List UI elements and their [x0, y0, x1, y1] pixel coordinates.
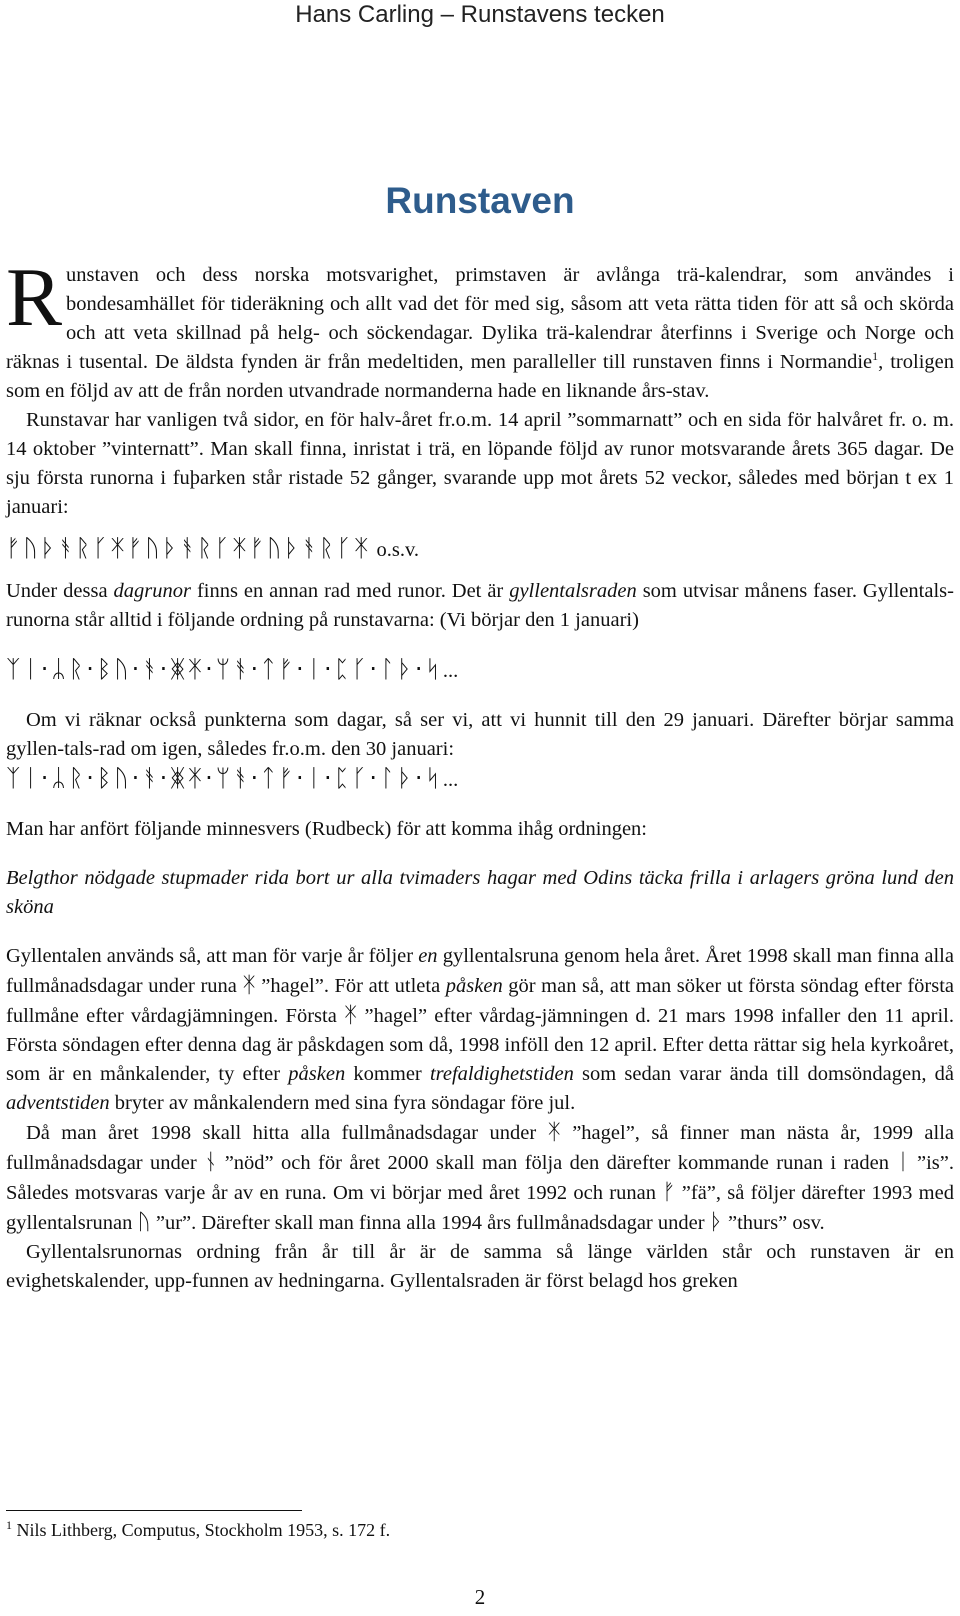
document-page	[6, 0, 954, 1616]
text-segment: ”thurs” osv.	[722, 1212, 825, 1234]
rune-fa-icon: ᚠ	[662, 1180, 676, 1205]
emphasis: påsken	[288, 1063, 346, 1085]
rune-row-suffix: o.s.v.	[371, 539, 420, 561]
paragraph-runstavar: Runstavar har vanligen två sidor, en för halv-året fr.o.m. 14 april ”sommarnatt” och en sida för halvåret fr. o. m. 14 oktober ”vinternatt”. Man skall finna, inristat i trä, en löpande följd av runor motsvarande årets 365 dagar. De sju första runorna i fuþarken står ristade 52 gånger, svarande upp mot årets 52 veckor, således med början t ex 1 januari:	[6, 409, 954, 518]
paragraph-punkterna: Om vi räknar också punkterna som dagar, så ser vi, att vi hunnit till den 29 januari. Därefter börjar samma gyllen-tals-rad om igen, således fr.o.m. den 30 januari:	[6, 709, 954, 760]
emphasis: gyllentalsraden	[509, 580, 637, 602]
footnote-text: Nils Lithberg, Computus, Stockholm 1953, s. 172 f.	[12, 1520, 391, 1540]
footnote-number: 1	[6, 1518, 12, 1532]
rune-ur-icon: ᚢ	[137, 1210, 151, 1235]
emphasis: adventstiden	[6, 1092, 110, 1114]
rune-sequence: ᛉᛁ·ᛦᚱ·ᛒᚢ·ᚬ·ᛤᛡ·ᛘᚬ·ᛏᚠ·ᛁ·ᛈᚴ·ᛚᚦ·ᛋ	[6, 764, 443, 792]
paragraph-minnesvers-intro: Man har anfört följande minnesvers (Rudbeck) för att komma ihåg ordningen:	[6, 818, 648, 840]
paragraph-gyllentalen	[6, 942, 954, 1118]
text-segment: Under dessa	[6, 580, 114, 602]
paragraph-minnesvers	[6, 864, 954, 922]
text-segment: ”ur”. Därefter skall man finna alla 1994 års fullmånadsdagar under	[150, 1212, 710, 1234]
body-text	[6, 251, 955, 1296]
emphasis: dagrunor	[113, 580, 191, 602]
rune-thurs-icon: ᚦ	[709, 1210, 723, 1235]
page-number: 2	[474, 1585, 486, 1609]
running-header: Hans Carling – Runstavens tecken	[295, 1, 665, 28]
text-segment: ”hagel”, så finner man nästa år, 1999 alla fullmånadsdagar under	[6, 1122, 954, 1174]
text-segment: gyllentalsruna genom hela året. Året 1998 skall man finna alla fullmånadsdagar under runa	[6, 945, 954, 997]
rune-row-golden-2	[6, 764, 954, 795]
rune-hagel-icon: ᛡ	[344, 1003, 358, 1028]
text-segment: gör man så, att man söker ut första söndag efter första fullmåne efter vårdagjämningen. Första	[6, 975, 954, 1027]
rune-hagel-icon: ᛡ	[242, 973, 256, 998]
intro-text-b: , troligen som en följd av att de från norden utvandrade normanderna hade en liknande års-stav.	[6, 351, 954, 402]
rune-hagel-icon: ᛡ	[547, 1120, 561, 1145]
emphasis: trefaldighetstiden	[429, 1063, 574, 1085]
text-segment: finns en annan rad med runor. Det är	[191, 580, 510, 602]
footnote-ref[interactable]: 1	[872, 349, 879, 364]
verse-text: Belgthor nödgade stupmader rida bort ur alla tvimaders hagar med Odins täcka frilla i arlagers gröna lund den sköna	[6, 867, 954, 918]
text-segment: Gyllentalen används så, att man för varje år följer	[6, 945, 419, 967]
paragraph-dagrunor	[6, 577, 954, 635]
paragraph-intro	[6, 251, 954, 406]
footnote-divider	[6, 1510, 302, 1511]
rune-sequence: ᛉᛁ·ᛦᚱ·ᛒᚢ·ᚬ·ᛤᛡ·ᛘᚬ·ᛏᚠ·ᛁ·ᛈᚴ·ᛚᚦ·ᛋ	[6, 655, 443, 683]
emphasis: en	[418, 945, 438, 967]
text-segment: bryter av månkalendern med sina fyra söndagar före jul.	[109, 1092, 576, 1114]
text-segment: ”hagel” efter vårdag-jämningen d. 21 mars 1998 infaller den 11 april. Första söndagen efter denna dag är påskdagen som då, 1998 inföll den 12 april. Efter detta rättar sig hela kyrkoåret, som är en månkalender, ty efter	[6, 1005, 955, 1085]
text-segment: som sedan varar ända till domsöndagen, då	[573, 1063, 954, 1085]
rune-nod-icon: ᚾ	[204, 1150, 218, 1175]
text-segment: ”hagel”. För att utleta	[255, 975, 446, 997]
text-segment: ”nöd” och för året 2000 skall man följa den därefter kommande runan i raden	[217, 1152, 897, 1174]
paragraph-fullmanadsdagar	[6, 1118, 954, 1238]
intro-text-a: unstaven och dess norska motsvarighet, primstaven är avlånga trä-kalendrar, som användes i bondesamhället för tideräkning och allt vad det för med sig, såsom att veta rätta tiden för att så och skörda och att veta skillnad på helg- och söckendagar. Dylika trä-kalendrar återfinns i Sverige och Norge och räknas i tusental. De äldsta fynden är från medeltiden, men paralleller till runstaven finns i Normandie	[6, 264, 954, 373]
page-title: Runstaven	[385, 180, 575, 221]
rune-row-golden-1	[6, 655, 954, 686]
rune-is-icon: ᛁ	[896, 1150, 910, 1175]
text-segment: Då man året 1998 skall hitta alla fullmånadsdagar under	[26, 1122, 548, 1144]
emphasis: påsken	[445, 975, 503, 997]
text-segment: ”is”. Således motsvaras varje år av en runa. Om vi börjar med året 1992 och runan	[6, 1152, 954, 1204]
paragraph-evighetskalender: Gyllentalsrunornas ordning från år till år är de samma så länge världen står och runstaven är en evighetskalender, upp-funnen av hedningarna. Gyllentalsraden är först belagd hos greken	[6, 1241, 954, 1292]
drop-cap: R	[6, 251, 63, 344]
rune-row-suffix: ...	[442, 660, 459, 682]
text-segment: ”fä”, så följer därefter 1993 med gyllentalsrunan	[6, 1182, 954, 1234]
rune-row-suffix: ...	[442, 769, 459, 791]
rune-row-daily	[6, 534, 954, 565]
footnote	[6, 1520, 390, 1541]
text-segment: kommer	[345, 1063, 430, 1085]
rune-sequence: ᚠᚢᚦᚬᚱᚴᛡᚠᚢᚦᚬᚱᚴᛡᚠᚢᚦᚬᚱᚴᛡ	[6, 534, 372, 562]
text-segment: som utvisar månens faser. Gyllentals-runorna står alltid i följande ordning på runstavarna: (Vi börjar den 1 januari)	[6, 580, 954, 631]
